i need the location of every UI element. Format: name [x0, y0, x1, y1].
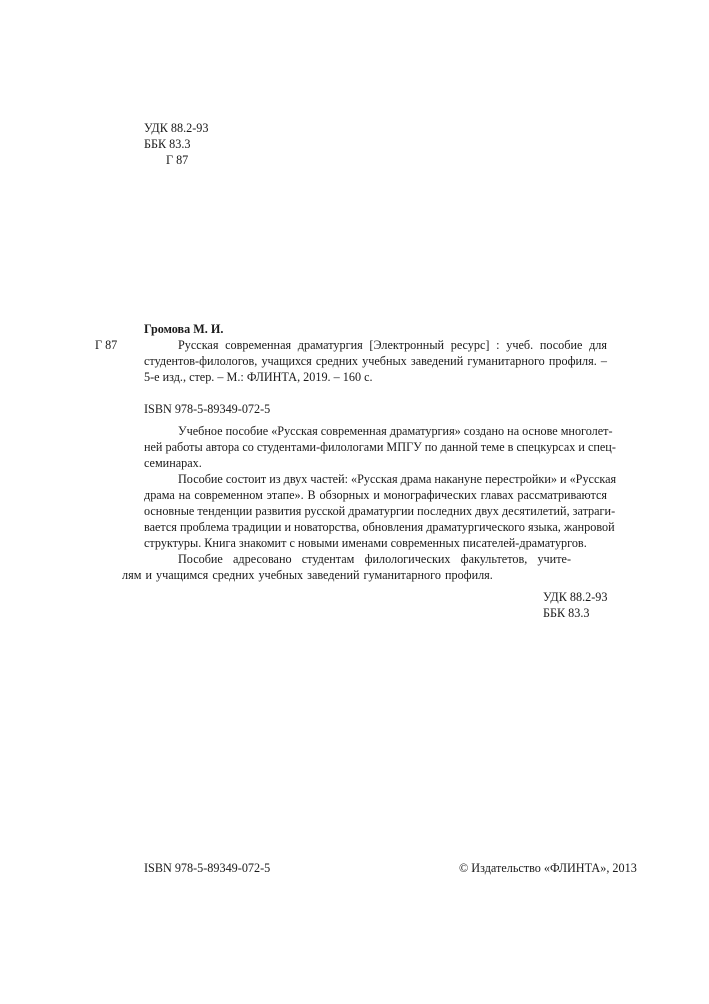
author-mark: Г 87	[166, 153, 189, 167]
annotation-p1-line-3: семинарах.	[144, 456, 202, 470]
copyright: © Издательство «ФЛИНТА», 2013	[459, 861, 637, 875]
footer-bbk-code: ББК 83.3	[543, 606, 590, 620]
footer-udk-code: УДК 88.2-93	[543, 590, 608, 604]
annotation-p2-line-4: вается проблема традиции и новаторства, обновления драматургического языка, жанровой	[144, 520, 615, 534]
annotation-p2-line-1: Пособие состоит из двух частей: «Русская драма накануне перестройки» и «Русская	[178, 472, 617, 486]
annotation-p1-line-1: Учебное пособие «Русская современная драматургия» создано на основе многолет-	[178, 424, 613, 438]
bottom-isbn: ISBN 978-5-89349-072-5	[144, 861, 271, 875]
margin-author-mark: Г 87	[95, 338, 118, 352]
isbn: ISBN 978-5-89349-072-5	[144, 402, 271, 416]
author-name: Громова М. И.	[144, 322, 224, 336]
annotation-p2-line-5: структуры. Книга знакомит с новыми именами современных писателей-драматургов.	[144, 536, 587, 550]
annotation-p3-line-2: лям и учащимся средних учебных заведений гуманитарного профиля.	[122, 568, 493, 582]
udk-code: УДК 88.2-93	[144, 121, 209, 135]
annotation-p3-line-1: Пособие адресовано студентам филологических факультетов, учите-	[178, 552, 571, 566]
description-line-3: 5-е изд., стер. – М.: ФЛИНТА, 2019. – 160 с.	[144, 370, 373, 384]
annotation-p2-line-3: основные тенденции развития русской драматургии последних двух десятилетий, затраги-	[144, 504, 616, 518]
annotation-p1-line-2: ней работы автора со студентами-филологами МПГУ по данной теме в спецкурсах и спец-	[144, 440, 616, 454]
annotation-p2-line-2: драма на современном этапе». В обзорных и монографических главах рассматриваются	[144, 488, 607, 502]
bbk-code: ББК 83.3	[144, 137, 191, 151]
description-line-2: студентов-филологов, учащихся средних учебных заведений гуманитарного профиля. –	[144, 354, 607, 368]
description-line-1: Русская современная драматургия [Электронный ресурс] : учеб. пособие для	[178, 338, 607, 352]
